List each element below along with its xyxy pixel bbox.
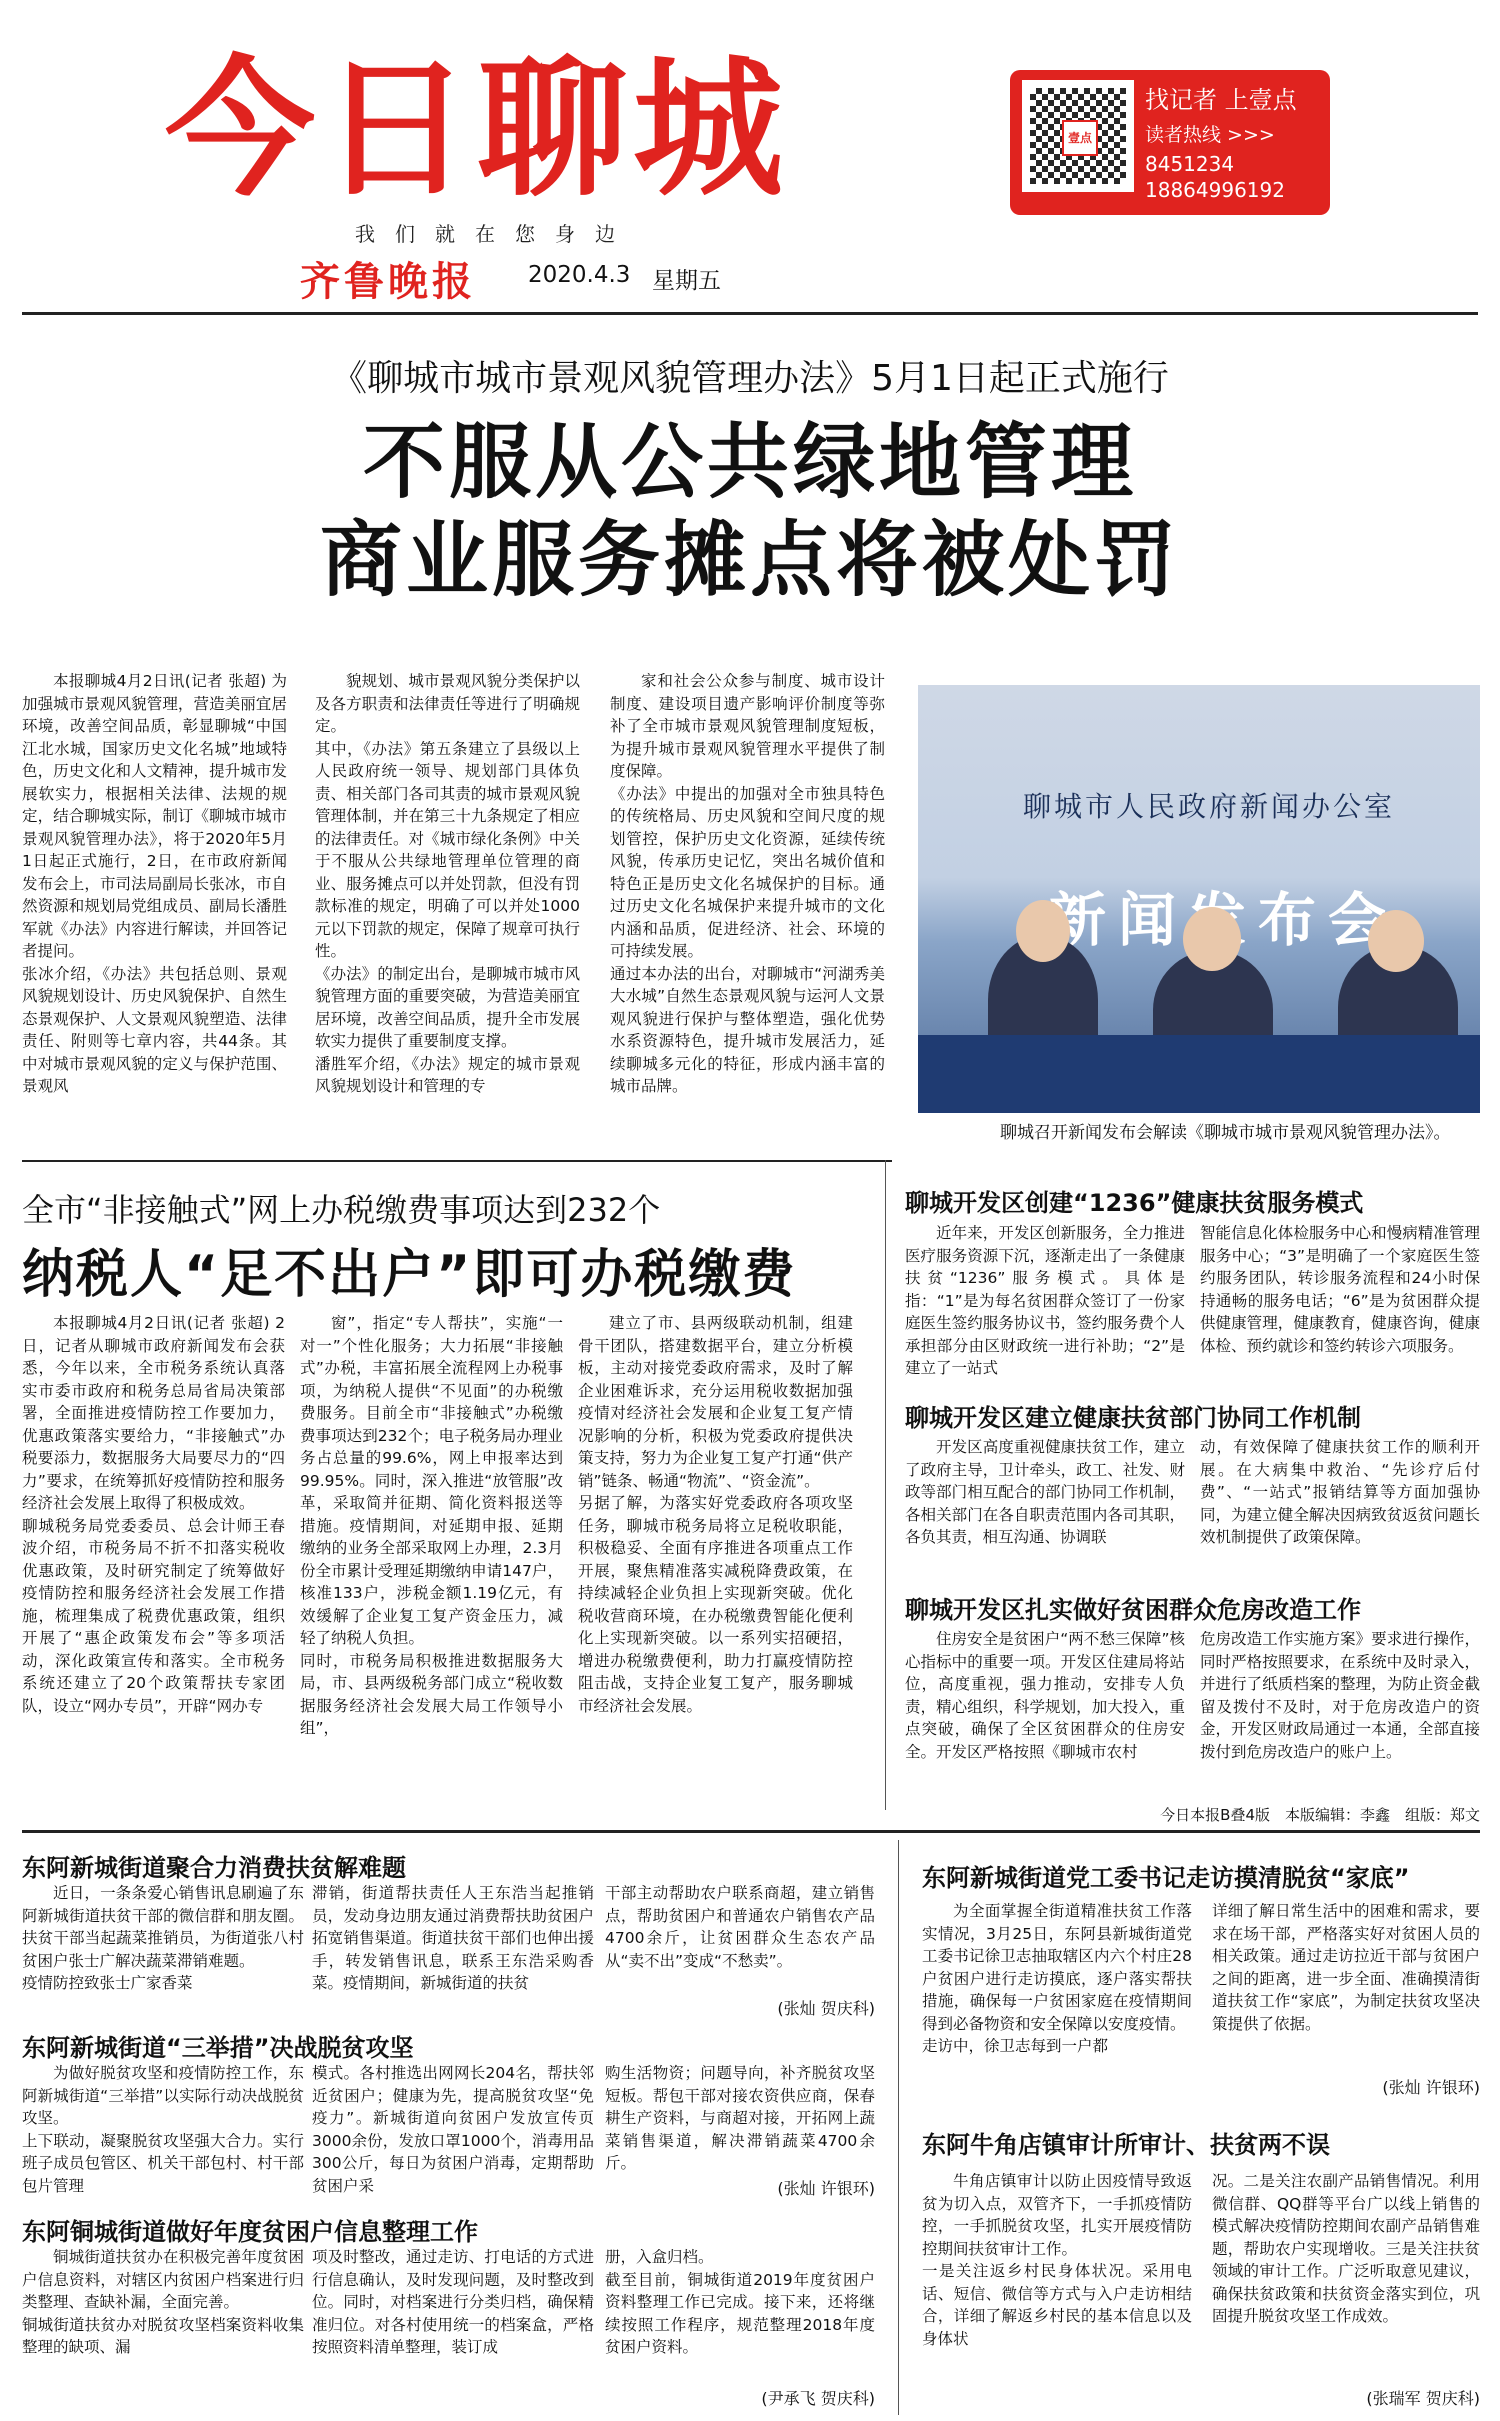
masthead-slogan: 我们就在您身边	[355, 222, 635, 246]
masthead-title: 今日聊城	[165, 43, 790, 217]
photo-caption: 聊城召开新闻发布会解读《聊城市城市景观风貌管理办法》。	[1000, 1123, 1451, 1143]
kaifaqu-story1-title: 聊城开发区创建“1236”健康扶贫服务模式	[905, 1189, 1364, 1217]
qr-code-icon[interactable]	[1022, 80, 1134, 192]
bottom-story2-col1: 为做好脱贫攻坚和疫情防控工作，东阿新城街道“三举措”以实际行动决战脱贫攻坚。 上下联动，凝聚脱贫攻坚强大合力。实行班子成员包管区、机关干部包村、村干部包片管理	[22, 2064, 304, 2195]
hotline-label: 读者热线 >>>	[1145, 124, 1275, 146]
bottom-story1-col2: 滞销，街道帮扶责任人王东浩当起推销员，发动身边朋友通过消费帮扶助贫困户拓宽销售渠道。街道扶贫干部们也伸出援手，转发销售讯息，联系王东浩采购香菜。疫情期间，新城街道的扶贫	[312, 1884, 594, 1992]
bottom-right-story2-byline: (张瑞军 贺庆科)	[1366, 2389, 1480, 2408]
bottom-right-story2-title: 东阿牛角店镇审计所审计、扶贫两不误	[922, 2131, 1330, 2159]
issue-date: 2020.4.3	[528, 262, 631, 288]
tax-column-3: 建立了市、县两级联动机制，组建骨干团队，搭建数据平台，建立分析模板，主动对接党委政府需求，及时了解企业困难诉求，充分运用税收数据加强疫情对经济社会发展和企业复工复产情况影响的分析，积极为党委政府提供决策支持，努力为企业复工复产打通“供产销”链条、畅通“物流”、“资金流”。 另据了解，为落实好党委政府各项攻坚任务，聊城市税务局将立足税收职能，积极稳妥、全面有序推进各项重点工作开展，聚焦精准落实减税降费政策，在持续减轻企业负担上实现新突破。优化税收营商环境，在办税缴费智能化便利化上实现新突破。以一系列实招硬招，增进办税缴费便利，助力打赢疫情防控阻击战，支持企业复工复产，服务聊城市经济社会发展。	[578, 1314, 853, 1715]
speaker-head	[1016, 900, 1070, 962]
lead-column-1: 本报聊城4月2日讯(记者 张超) 为加强城市景观风貌管理，营造美丽宜居环境，改善空间品质，彰显聊城“中国江北水城，国家历史文化名城”地域特色，历史文化和人文精神，提升城市发展软实力，根据相关法律、法规的规定，结合聊城实际，制订《聊城市城市景观风貌管理办法》，将于2020年5月1日起正式施行，2日，在市政府新闻发布会上，市司法局副局长张冰，市自然资源和规划局党组成员、副局长潘胜军就《办法》内容进行解读，并回答记者提问。 张冰介绍，《办法》共包括总则、景观风貌规划设计、历史风貌保护、自然生态景观保护、人文景观风貌塑造、法律责任、附则等七章内容，共44条。其中对城市景观风貌的定义与保护范围、景观风	[22, 672, 287, 1095]
kaifaqu-story3-col2: 危房改造工作实施方案》要求进行操作，同时严格按照要求，在系统中及时录入，并进行了纸质档案的整理，为防止资金截留及拨付不及时，对于危房改造户的资金，开发区财政局通过一本通，全部直接拨付到危房改造户的账户上。	[1200, 1630, 1480, 1761]
bottom-story3-col1: 铜城街道扶贫办在积极完善年度贫困户信息资料，对辖区内贫困户档案进行归类整理、查缺补漏，全面完善。 铜城街道扶贫办对脱贫攻坚档案资料收集整理的缺项、漏	[22, 2248, 304, 2356]
bottom-right-story2-col2: 况。二是关注农副产品销售情况。利用微信群、QQ群等平台广以线上销售的模式解决疫情防控期间农副产品销售难题，帮助农户实现增收。三是关注扶贫领域的审计工作。广泛听取意见建议，确保扶贫政策和扶贫资金落实到位，巩固提升脱贫攻坚工作成效。	[1212, 2172, 1480, 2325]
issue-weekday: 星期五	[652, 268, 721, 294]
bottom-story2-byline: (张灿 许银环)	[777, 2179, 875, 2198]
column-divider	[898, 1840, 899, 2415]
bottom-story1-title: 东阿新城街道聚合力消费扶贫解难题	[22, 1854, 406, 1882]
bottom-right-story1-title: 东阿新城街道党工委书记走访摸清脱贫“家底”	[922, 1864, 1410, 1892]
lead-kicker: 《聊城市城市景观风貌管理办法》5月1日起正式施行	[331, 358, 1169, 399]
bottom-story3-col2: 项及时整改，通过走访、打电话的方式进行信息确认，及时发现问题，及时整改到位。同时，对档案进行分类归档，确保精准归位。对各村使用统一的档案盒，严格按照资料清单整理，装订成	[312, 2248, 594, 2356]
bottom-story1-byline: (张灿 贺庆科)	[777, 1999, 875, 2018]
bottom-right-story1-col2: 详细了解日常生活中的困难和需求，要求在场干部，严格落实好对贫困人员的相关政策。通过走访拉近干部与贫困户之间的距离，进一步全面、准确摸清街道扶贫工作“家底”，为制定扶贫攻坚决策提供了依据。	[1212, 1902, 1480, 2033]
hotline-phone: 8451234	[1145, 152, 1235, 176]
divider	[22, 1160, 892, 1162]
lead-headline-line1: 不服从公共绿地管理	[362, 415, 1137, 510]
bottom-story2-title: 东阿新城街道“三举措”决战脱贫攻坚	[22, 2034, 414, 2062]
tax-column-1: 本报聊城4月2日讯(记者 张超) 2日，记者从聊城市政府新闻发布会获悉，今年以来，全市税务系统认真落实市委市政府和税务总局省局决策部署，全面推进疫情防控工作要加力，优惠政策落实要给力，“非接触式”办税要添力，数据服务大局要尽力的“四力”要求，在统筹抓好疫情防控和服务经济社会发展上取得了积极成效。 聊城税务局党委委员、总会计师王春波介绍，市税务局不折不扣落实税收优惠政策，及时研究制定了统筹做好疫情防控和服务经济社会发展工作措施，梳理集成了税费优惠政策，组织开展了“惠企政策发布会”等多项活动，深化政策宣传和落实。全市税务系统还建立了20个政策帮扶专家团队，设立“网办专员”，开辟“网办专	[22, 1314, 285, 1715]
bottom-story3-title: 东阿铜城街道做好年度贫困户信息整理工作	[22, 2218, 478, 2246]
conference-desk	[918, 1035, 1480, 1113]
bottom-story3-byline: (尹承飞 贺庆科)	[761, 2389, 875, 2408]
kaifaqu-story1-col1: 近年来，开发区创新服务，全力推进医疗服务资源下沉，逐渐走出了一条健康扶贫“1236”服务模式。具体是指：“1”是为每名贫困群众签订了一份家庭医生签约服务协议书，签约服务费个人承担部分由区财政统一进行补助；“2”是建立了一站式	[905, 1224, 1185, 1377]
bottom-story2-col2: 模式。各村推选出网网长204名，帮扶邻近贫困户；健康为先，提高脱贫攻坚“免疫力”。新城街道向贫困户发放宣传页3000余份，发放口罩1000个，消毒用品300公斤，每日为贫困户消毒，定期帮助贫困户采	[312, 2064, 594, 2195]
lead-column-3: 家和社会公众参与制度、城市设计制度、建设项目遗产影响评价制度等弥补了全市城市景观风貌管理制度短板，为提升城市景观风貌管理水平提供了制度保障。 《办法》中提出的加强对全市独具特色的传统格局、历史风貌和空间尺度的规划管控，保护历史文化资源，延续传统风貌，传承历史记忆，突出名城价值和特色正是历史文化名城保护的目标。通过历史文化名城保护来提升城市的文化内涵和品质，促进经济、社会、环境的可持续发展。 通过本办法的出台，对聊城市“河湖秀美大水城”自然生态景观风貌与运河人文景观风貌进行保护与整体塑造，强化优势水系资源特色，提升城市发展活力，延续聊城多元化的特征，形成内涵丰富的城市品牌。	[610, 672, 885, 1095]
kaifaqu-story3-col1: 住房安全是贫困户“两不愁三保障”核心指标中的重要一项。开发区住建局将站位，高度重视，强力推动，安排专人负责，精心组织，科学规划，加大投入，重点突破，确保了全区贫困群众的住房安全。开发区严格按照《聊城市农村	[905, 1630, 1185, 1761]
bottom-story3-col3: 册，入盒归档。 截至目前，铜城街道2019年度贫困户资料整理工作已完成。接下来，还将继续按照工作程序，规范整理2018年度贫困户资料。	[605, 2248, 875, 2356]
divider	[22, 312, 1478, 315]
promo-slogan: 找记者 上壹点	[1145, 86, 1297, 114]
qr-logo: 壹点	[1062, 120, 1098, 156]
bottom-right-story2-col1: 牛角店镇审计以防止因疫情导致返贫为切入点，双管齐下，一手抓疫情防控，一手抓脱贫攻坚，扎实开展疫情防控期间扶贫审计工作。 一是关注返乡村民身体状况。采用电话、短信、微信等方式与入户走访相结合，详细了解返乡村民的基本信息以及身体状	[922, 2172, 1192, 2348]
kaifaqu-story2-title: 聊城开发区建立健康扶贫部门协同工作机制	[905, 1404, 1361, 1432]
tax-headline: 纳税人“足不出户”即可办税缴费	[22, 1245, 797, 1305]
speaker-head	[1183, 907, 1241, 971]
speaker-head	[1368, 910, 1424, 972]
column-divider	[885, 1160, 886, 1810]
tax-column-2: 窗”，指定“专人帮扶”，实施“一对一”个性化服务；大力拓展“非接触式”办税，丰富拓展全流程网上办税事项，为纳税人提供“不见面”的办税缴费服务。目前全市“非接触式”办税缴费事项达到232个；电子税务局办理业务占总量的99.6%，网上申报率达到99.95%。同时，深入推进“放管服”改革，采取简并征期、简化资料报送等措施。疫情期间，对延期申报、延期缴纳的业务全部采取网上办理，2.3月份全市累计受理延期缴纳申请147户，核准133户，涉税金额1.19亿元，有效缓解了企业复工复产资金压力，减轻了纳税人负担。 同时，市税务局积极推进数据服务大局，市、县两级税务部门成立“税收数据服务经济社会发展大局工作领导小组”，	[300, 1314, 563, 1737]
kaifaqu-story1-col2: 智能信息化体检服务中心和慢病精准管理服务中心；“3”是明确了一个家庭医生签约服务团队，转诊服务流程和24小时保持通畅的服务电话；“6”是为贫困群众提供健康管理，健康教育，健康咨询，健康体检、预约就诊和签约转诊六项服务。	[1200, 1224, 1480, 1355]
bottom-story1-col1: 近日，一条条爱心销售讯息刷遍了东阿新城街道扶贫干部的微信群和朋友圈。扶贫干部当起蔬菜推销员，为街道张八村贫困户张士广解决蔬菜滞销难题。 疫情防控致张士广家香菜	[22, 1884, 304, 1992]
lead-headline-line2: 商业服务摊点将被处罚	[319, 513, 1180, 608]
bottom-story2-col3: 购生活物资；问题导向，补齐脱贫攻坚短板。帮包干部对接农资供应商，保春耕生产资料，与商超对接，开拓网上蔬菜销售渠道，解决滞销蔬菜4700余斤。	[605, 2064, 875, 2172]
kaifaqu-story3-title: 聊城开发区扎实做好贫困群众危房改造工作	[905, 1596, 1361, 1624]
bottom-story1-col3: 干部主动帮助农户联系商超，建立销售点，帮助贫困户和普通农户销售农产品4700余斤，让贫困群众生态农产品从“卖不出”变成“不愁卖”。	[605, 1884, 875, 1970]
press-conference-photo	[918, 685, 1480, 1113]
lead-column-2: 貌规划、城市景观风貌分类保护以及各方职责和法律责任等进行了明确规定。 其中，《办法》第五条建立了县级以上人民政府统一领导、规划部门具体负责、相关部门各司其责的城市景观风貌管理体制，并在第三十九条规定了相应的法律责任。对《城市绿化条例》中关于不服从公共绿地管理单位管理的商业、服务摊点可以并处罚款，但没有罚款标准的规定，明确了可以并处1000元以下罚款的规定，保障了规章可执行性。 《办法》的制定出台，是聊城市城市风貌管理方面的重要突破，为营造美丽宜居环境，改善空间品质，提升全市发展软实力提供了重要制度支撑。 潘胜军介绍，《办法》规定的城市景观风貌规划设计和管理的专	[315, 672, 580, 1095]
tax-kicker: 全市“非接触式”网上办税缴费事项达到232个	[22, 1191, 661, 1229]
kaifaqu-story2-col1: 开发区高度重视健康扶贫工作，建立了政府主导，卫计牵头，政工、社发、财政等部门相互配合的部门协同工作机制，各相关部门在各自职责范围内各司其职，各负其责，相互沟通、协调联	[905, 1438, 1185, 1546]
bottom-right-story1-byline: (张灿 许银环)	[1382, 2078, 1480, 2097]
bottom-right-story1-col1: 为全面掌握全街道精准扶贫工作落实情况，3月25日，东阿县新城街道党工委书记徐卫志抽取辖区内六个村庄28户贫困户进行走访摸底，逐户落实帮扶措施，确保每一户贫困家庭在疫情期间得到必备物资和安全保障以安度疫情。 走访中，徐卫志每到一户都	[922, 1902, 1192, 2055]
hotline-phone: 18864996192	[1145, 178, 1285, 202]
photo-banner-office: 聊城市人民政府新闻办公室	[1023, 790, 1396, 823]
brand-logo: 齐鲁晚报	[300, 258, 476, 305]
kaifaqu-story2-col2: 动，有效保障了健康扶贫工作的顺利开展。在大病集中救治、“先诊疗后付费”、“一站式”报销结算等方面加强协同，为建立健全解决因病致贫返贫问题长效机制提供了政策保障。	[1200, 1438, 1480, 1546]
page-credit: 今日本报B叠4版 本版编辑：李鑫 组版：郑文	[1160, 1806, 1480, 1824]
divider	[22, 1830, 1480, 1833]
